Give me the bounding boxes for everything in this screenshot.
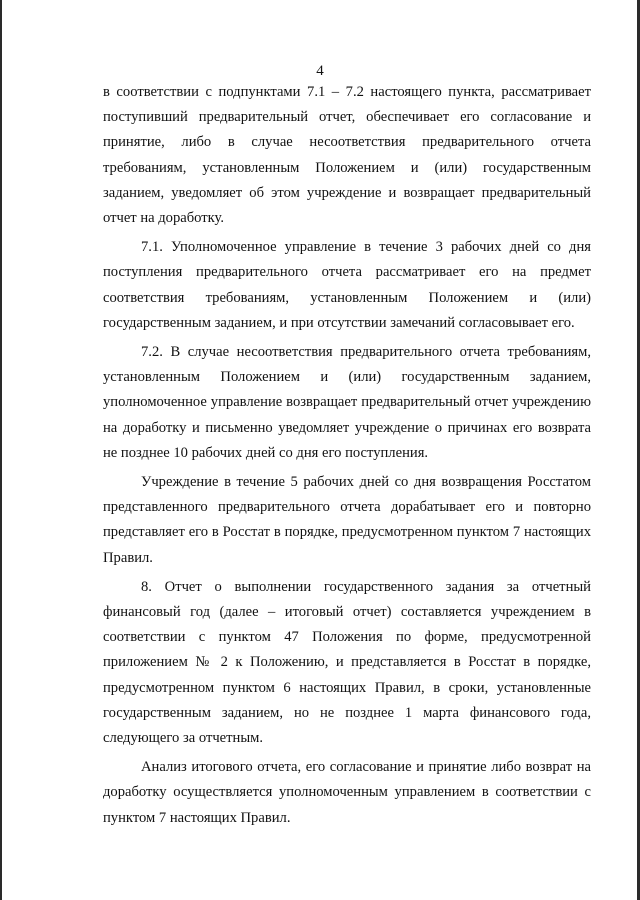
page-number: 4 bbox=[316, 63, 324, 79]
paragraph-final-analysis: Анализ итогового отчета, его согласование и принятие либо возврат на доработку осуществляется уполномоченным управлением в соответствии с пунктом 7 настоящих Правил. bbox=[103, 759, 591, 826]
paragraph-7-1: 7.1. Уполномоченное управление в течение 3 рабочих дней со дня поступления предварительного отчета рассматривает его на предмет соответствия требованиям, установленным Положением и (или) государственным заданием, и при отсутствии замечаний согласовывает его. bbox=[103, 239, 591, 331]
scan-border-left bbox=[0, 0, 2, 900]
paragraph-8: 8. Отчет о выполнении государственного задания за отчетный финансовый год (далее – итоговый отчет) составляется учреждением в соответствии с пунктом 47 Положения по форме, предусмотренной приложением № 2 к Положению, и представляется в Росстат в порядке, предусмотренном пунктом 6 настоящих Правил, в сроки, установленные государственным заданием, но не позднее 1 марта финансового года, следующего за отчетным. bbox=[103, 578, 591, 747]
document-body bbox=[103, 80, 591, 831]
paragraph-continuation: в соответствии с подпунктами 7.1 – 7.2 настоящего пункта, рассматривает поступивший предварительный отчет, обеспечивает его согласование и принятие, либо в случае несоответствия предварительного отчета требованиям, установленным Положением и (или) государственным заданием, уведомляет об этом учреждение и возвращает предварительный отчет на доработку. bbox=[103, 84, 591, 227]
paragraph-7-2: 7.2. В случае несоответствия предварительного отчета требованиям, установленным Положением и (или) государственным заданием, уполномоченное управление возвращает предварительный отчет учреждению на доработку и письменно уведомляет учреждение о причинах его возврата не позднее 10 рабочих дней со дня его поступления. bbox=[103, 344, 591, 461]
paragraph-resubmission: Учреждение в течение 5 рабочих дней со дня возвращения Росстатом представленного предварительного отчета дорабатывает его и повторно представляет его в Росстат в порядке, предусмотренном пунктом 7 настоящих Правил. bbox=[103, 474, 591, 566]
